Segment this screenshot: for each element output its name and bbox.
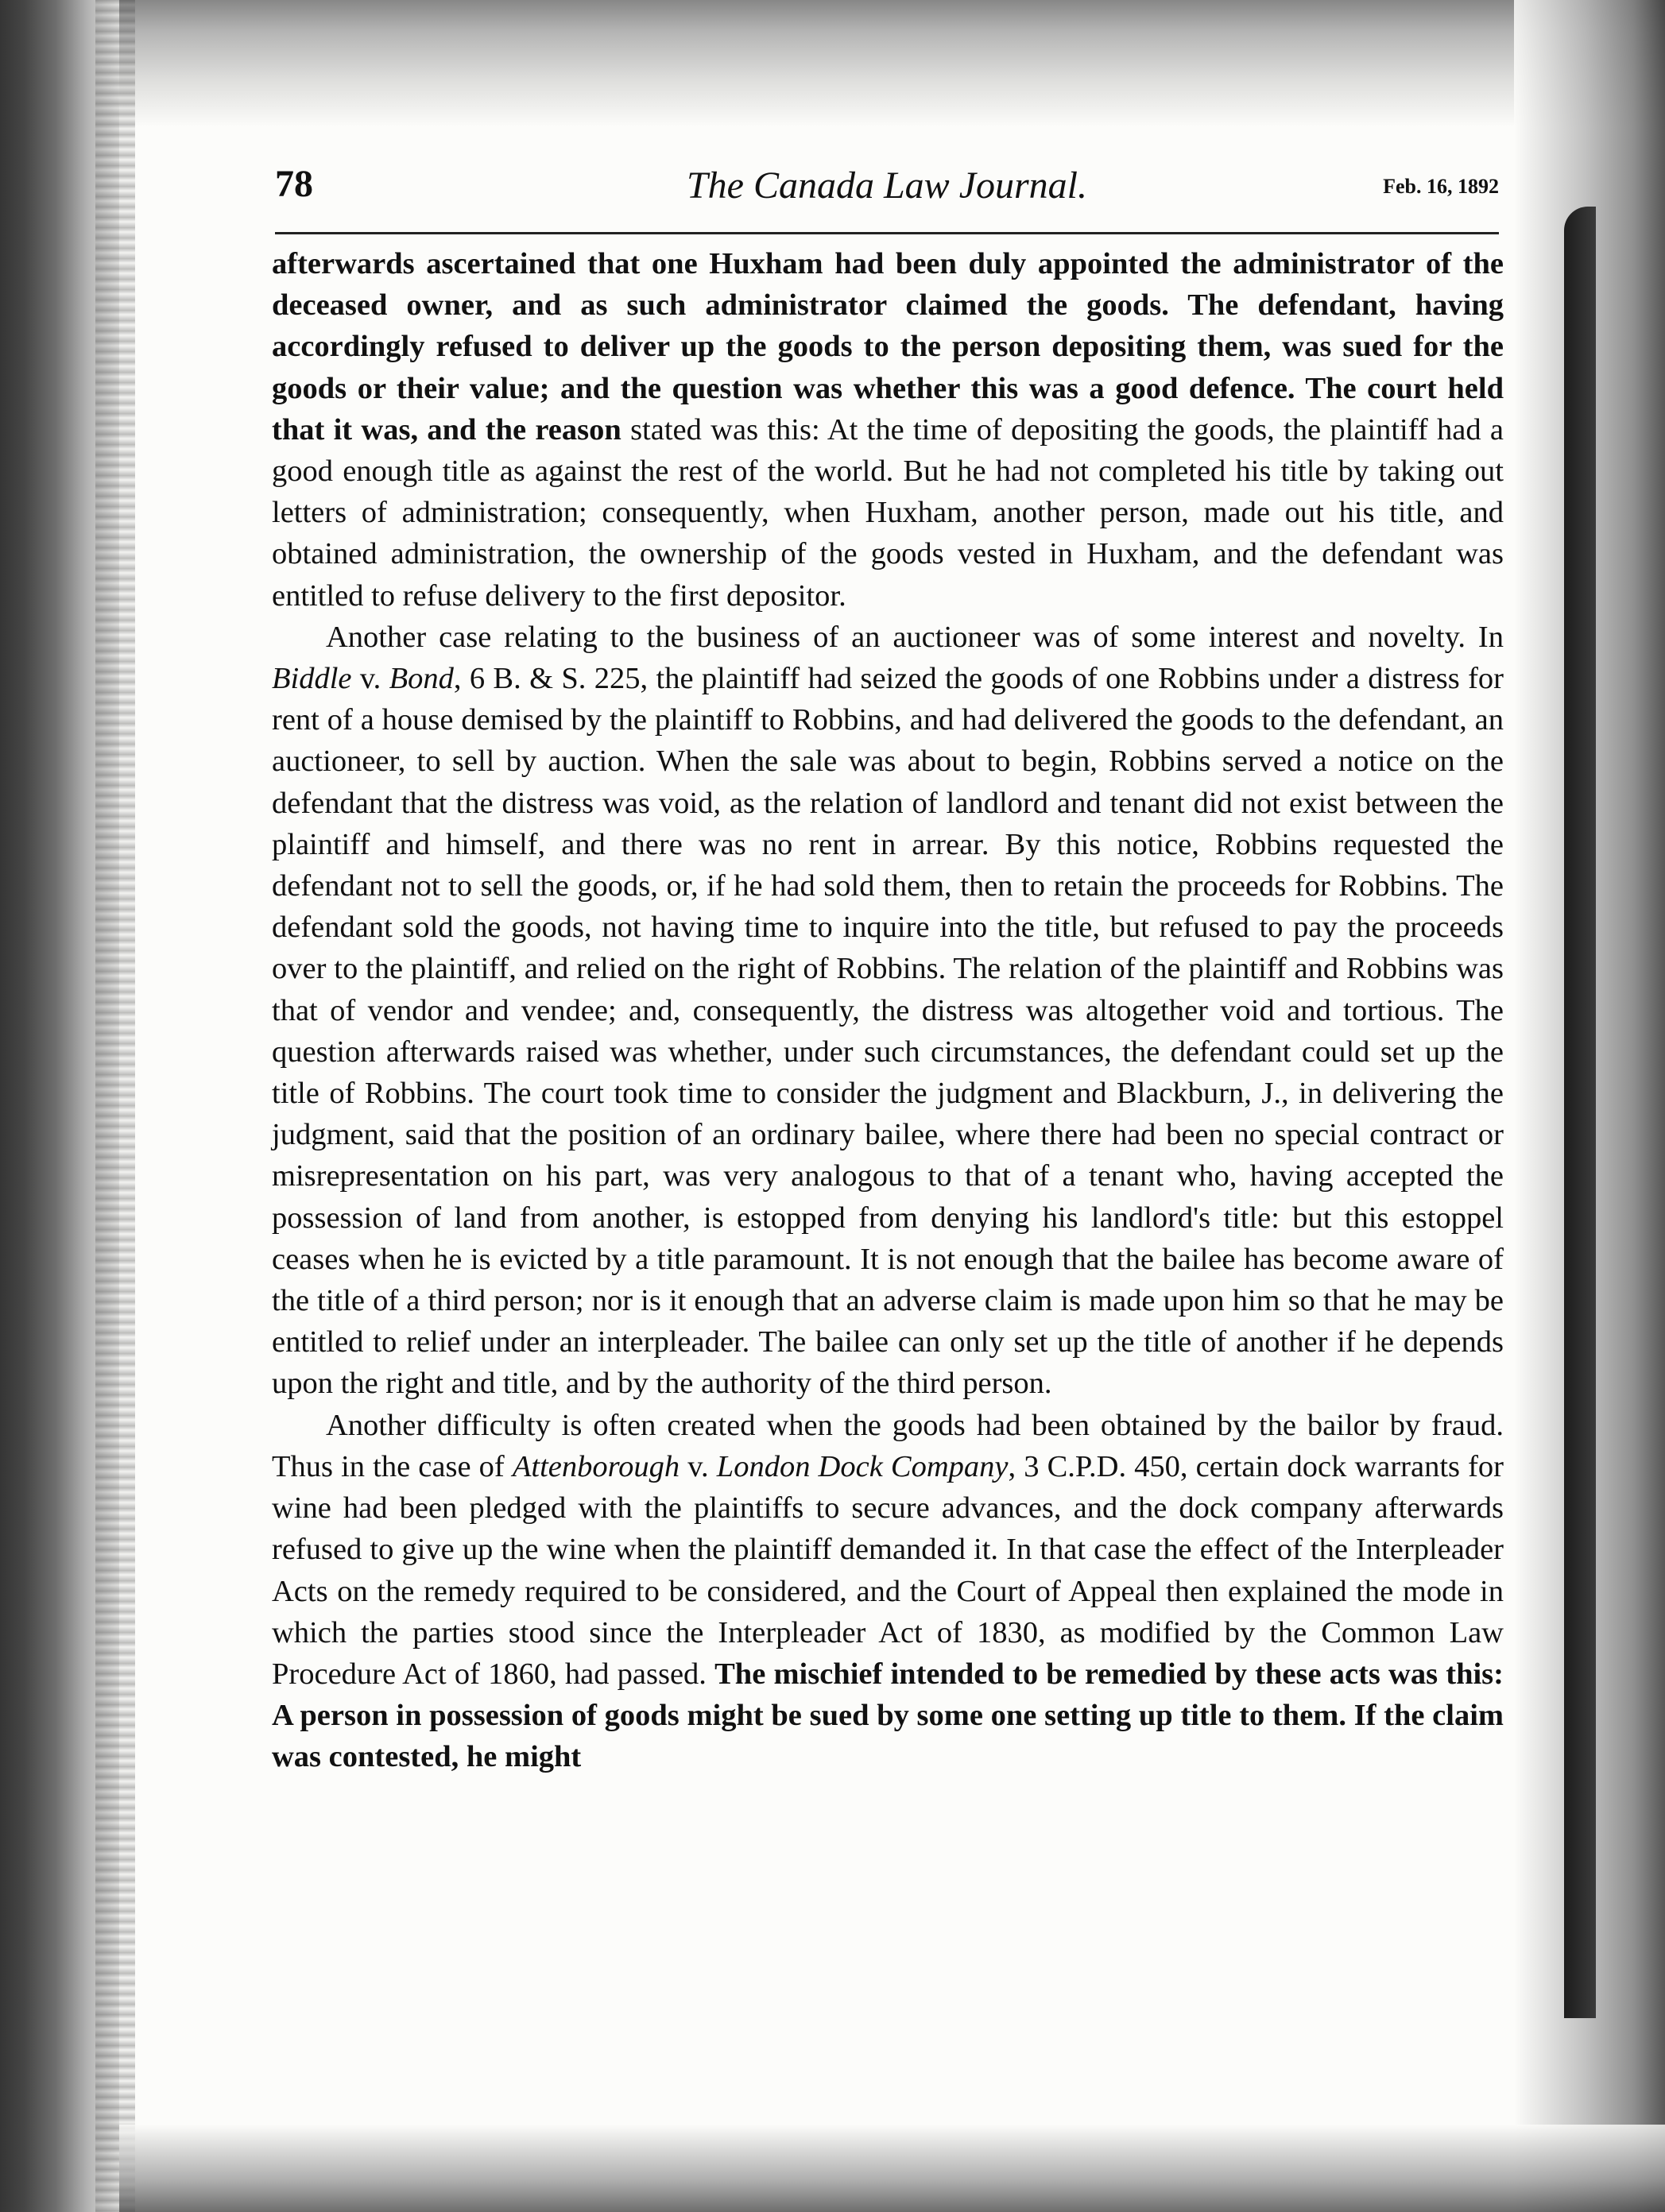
paragraph xyxy=(272,617,1504,1405)
running-header xyxy=(275,156,1499,219)
case-name: London Dock Company xyxy=(716,1449,1009,1483)
text-run: , 3 C.P.D. 450, certain dock warrants for wine had been pledged with the plaintiffs to secure advances, and the dock company afterwards refused to give up the wine when the plaintiff demanded it. In that case the effect of the Interpleader Acts on the remedy required to be considered, and the Court of Appeal then explained the mode in which the parties stood since the Interpleader Act of 1830, as modified by the Common Law Procedure Act of 1860, had passed. xyxy=(272,1449,1504,1691)
text-run: , 6 B. & S. 225, the plaintiff had seized the goods of one Robbins under a distress for rent of a house demised by the plaintiff to Robbins, and had delivered the goods to the defendant, an auctioneer, to sell by auction. When the sale was about to begin, Robbins served a notice on the defendant that the distress was void, as the relation of landlord and tenant did not exist between the plaintiff and himself, and there was no rent in arrear. By this notice, Robbins requested the defendant not to sell the goods, or, if he had sold them, then to retain the proceeds for Robbins. The defendant sold the goods, not having time to inquire into the title, but refused to pay the proceeds over to the plaintiff, and relied on the right of Robbins. The relation of the plaintiff and Robbins was that of vendor and vendee; and, consequently, the distress was altogether void and tortious. The question afterwards raised was whether, under such circumstances, the defendant could set up the title of Robbins. The court took time to consider the judgment and Blackburn, J., in delivering the judgment, said that the position of an ordinary bailee, where there had been no special contract or misrepresentation on his part, was very analogous to that of a tenant who, having accepted the possession of land from another, is estopped from denying his landlord's title: but this estoppel ceases when he is evicted by a title paramount. It is not enough that the bailee has become aware of the title of a third person; nor is it enough that an adverse claim is made upon him so that he may be entitled to relief under an interpleader. The bailee can only set up the title of another if he depends upon the right and title, and by the authority of the third person. xyxy=(272,662,1504,1401)
text-run: v. xyxy=(351,662,389,696)
paragraph xyxy=(272,243,1504,617)
article-body xyxy=(272,243,1504,1778)
scan-binding-edge xyxy=(1564,207,1596,2018)
page-number: 78 xyxy=(275,163,313,205)
text-run: Another difficulty is often created when the goods had been obtained by the bailor by fraud. Thus in the case of xyxy=(272,1408,1504,1483)
issue-date: Feb. 16, 1892 xyxy=(1383,175,1499,198)
scan-noise-left xyxy=(95,0,135,2212)
journal-title: The Canada Law Journal. xyxy=(686,164,1088,207)
text-run: stated was this: At the time of depositing the goods, the plaintiff had a good enough title as against the rest of the world. But he had not completed his title by taking out letters of administration; consequently, when Huxham, another person, made out his title, and obtained administration, the ownership of the goods vested in Huxham, and the defendant was entitled to refuse delivery to the first depositor. xyxy=(272,412,1504,613)
bold-text-run: The mischief intended to be remedied by these acts was this: A person in possession of goods might be sued by some one setting up title to them. If the claim was contested, he might xyxy=(272,1657,1504,1774)
text-run: v. xyxy=(680,1449,717,1483)
scan-shadow-bottom xyxy=(119,2125,1665,2212)
scan-shadow-top xyxy=(119,0,1665,127)
header-rule xyxy=(275,232,1499,234)
case-name: Bond xyxy=(389,662,454,696)
paragraph xyxy=(272,1405,1504,1778)
case-name: Biddle xyxy=(272,662,352,696)
case-name: Attenborough xyxy=(512,1449,680,1483)
bold-text-run: afterwards ascertained that one Huxham had been duly appointed the administrator of the deceased owner, and as such administrator claimed the goods. The defendant, having accordingly refused to deliver up the goods to the person depositing them, was sued for the goods or their value; and the question was whether this was a good defence. The court held that it was, and the reason xyxy=(272,247,1504,447)
text-run: Another case relating to the business of an auctioneer was of some interest and novelty. In xyxy=(326,620,1504,654)
